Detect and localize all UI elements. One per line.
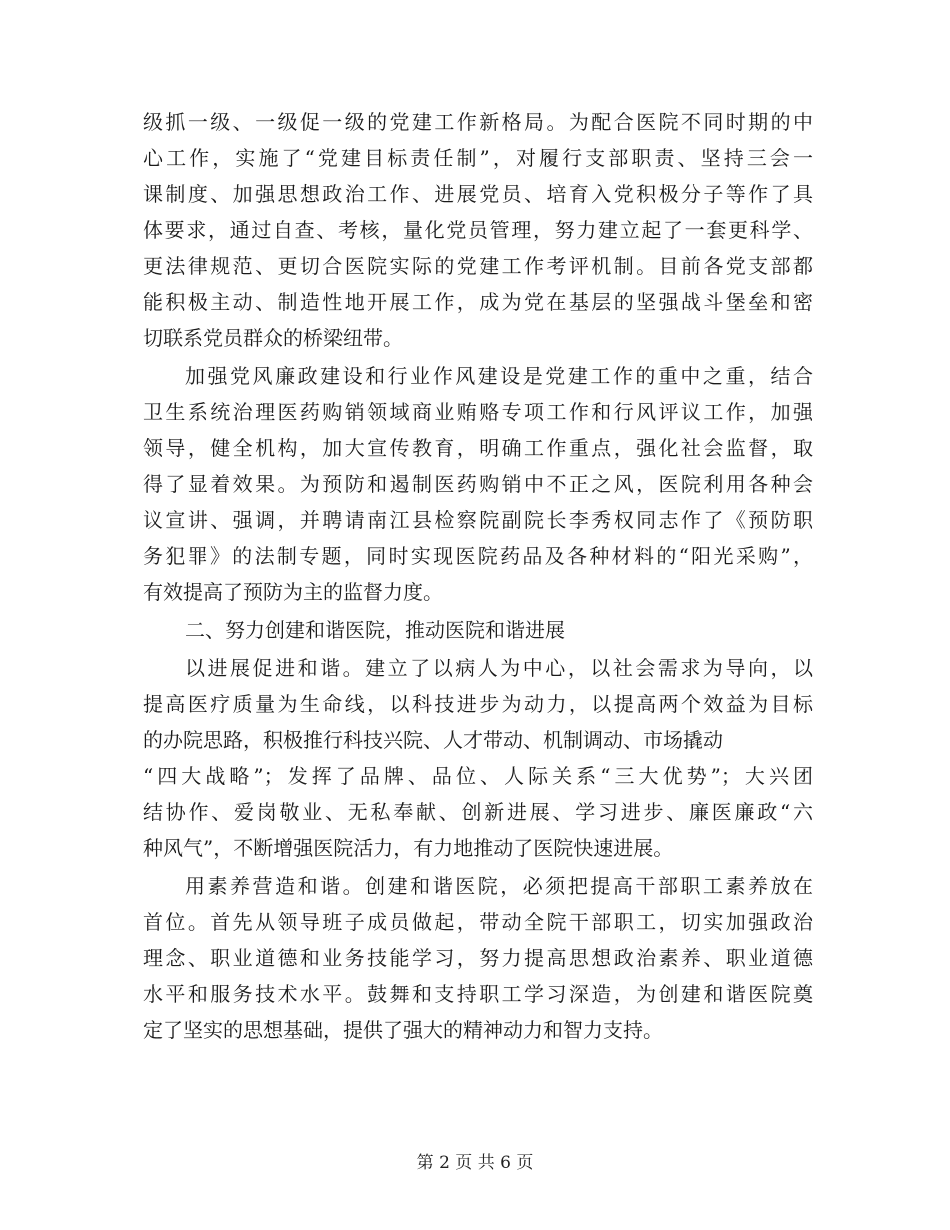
text-line: 级抓一级、一级促一级的党建工作新格局。为配合医院不同时期的中	[143, 110, 813, 134]
text-line: 能积极主动、制造性地开展工作，成为党在基层的坚强战斗堡垒和密	[143, 290, 813, 314]
text-line: 定了坚实的思想基础，提供了强大的精神动力和智力支持。	[143, 1018, 663, 1042]
text-line: 用素养营造和谐。创建和谐医院，必须把提高干部职工素养放在	[185, 874, 813, 898]
text-line: 种风气”，不断增强医院活力，有力地推动了医院快速进展。	[143, 836, 674, 860]
text-line: 水平和服务技术水平。鼓舞和支持职工学习深造，为创建和谐医院奠	[143, 982, 813, 1006]
text-line: 加强党风廉政建设和行业作风建设是党建工作的重中之重，结合	[185, 364, 813, 388]
text-line: 领导，健全机构，加大宣传教育，明确工作重点，强化社会监督，取	[143, 436, 813, 460]
text-line: 课制度、加强思想政治工作、进展党员、培育入党积极分子等作了具	[143, 182, 813, 206]
text-line: 议宣讲、强调，并聘请南江县检察院副院长李秀权同志作了《预防职	[143, 508, 813, 532]
text-line: 心工作，实施了“党建目标责任制”，对履行支部职责、坚持三会一	[143, 146, 813, 170]
text-line: “四大战略”；发挥了品牌、品位、人际关系“三大优势”；大兴团	[143, 764, 813, 788]
text-line: 卫生系统治理医药购销领域商业贿赂专项工作和行风评议工作，加强	[143, 400, 813, 424]
text-line: 的办院思路，积极推行科技兴院、人才带动、机制调动、市场撬动	[143, 728, 723, 752]
heading-text: 二、努力创建和谐医院，推动医院和谐进展	[185, 618, 565, 642]
text-line: 切联系党员群众的桥梁纽带。	[143, 326, 403, 350]
document-body	[143, 104, 813, 1048]
paragraph-3	[143, 650, 813, 866]
page-number-footer: 第 2 页 共 6 页	[416, 1153, 534, 1173]
text-line: 更法律规范、更切合医院实际的党建工作考评机制。目前各党支部都	[143, 254, 813, 278]
paragraph-1	[143, 104, 813, 356]
text-line: 理念、职业道德和业务技能学习，努力提高思想政治素养、职业道德	[143, 946, 813, 970]
text-line: 务犯罪》的法制专题，同时实现医院药品及各种材料的“阳光采购”，	[143, 544, 813, 568]
text-line: 有效提高了预防为主的监督力度。	[143, 580, 443, 604]
text-line: 以进展促进和谐。建立了以病人为中心，以社会需求为导向，以	[185, 656, 813, 680]
text-line: 结协作、爱岗敬业、无私奉献、创新进展、学习进步、廉医廉政“六	[143, 800, 813, 824]
text-line: 首位。首先从领导班子成员做起，带动全院干部职工，切实加强政治	[143, 910, 813, 934]
text-line: 体要求，通过自查、考核，量化党员管理，努力建立起了一套更科学、	[143, 218, 813, 242]
paragraph-2	[143, 358, 813, 610]
paragraph-4	[143, 868, 813, 1048]
text-line: 得了显着效果。为预防和遏制医药购销中不正之风，医院利用各种会	[143, 472, 813, 496]
section-heading	[143, 612, 813, 648]
text-line: 提高医疗质量为生命线，以科技进步为动力，以提高两个效益为目标	[143, 692, 813, 716]
